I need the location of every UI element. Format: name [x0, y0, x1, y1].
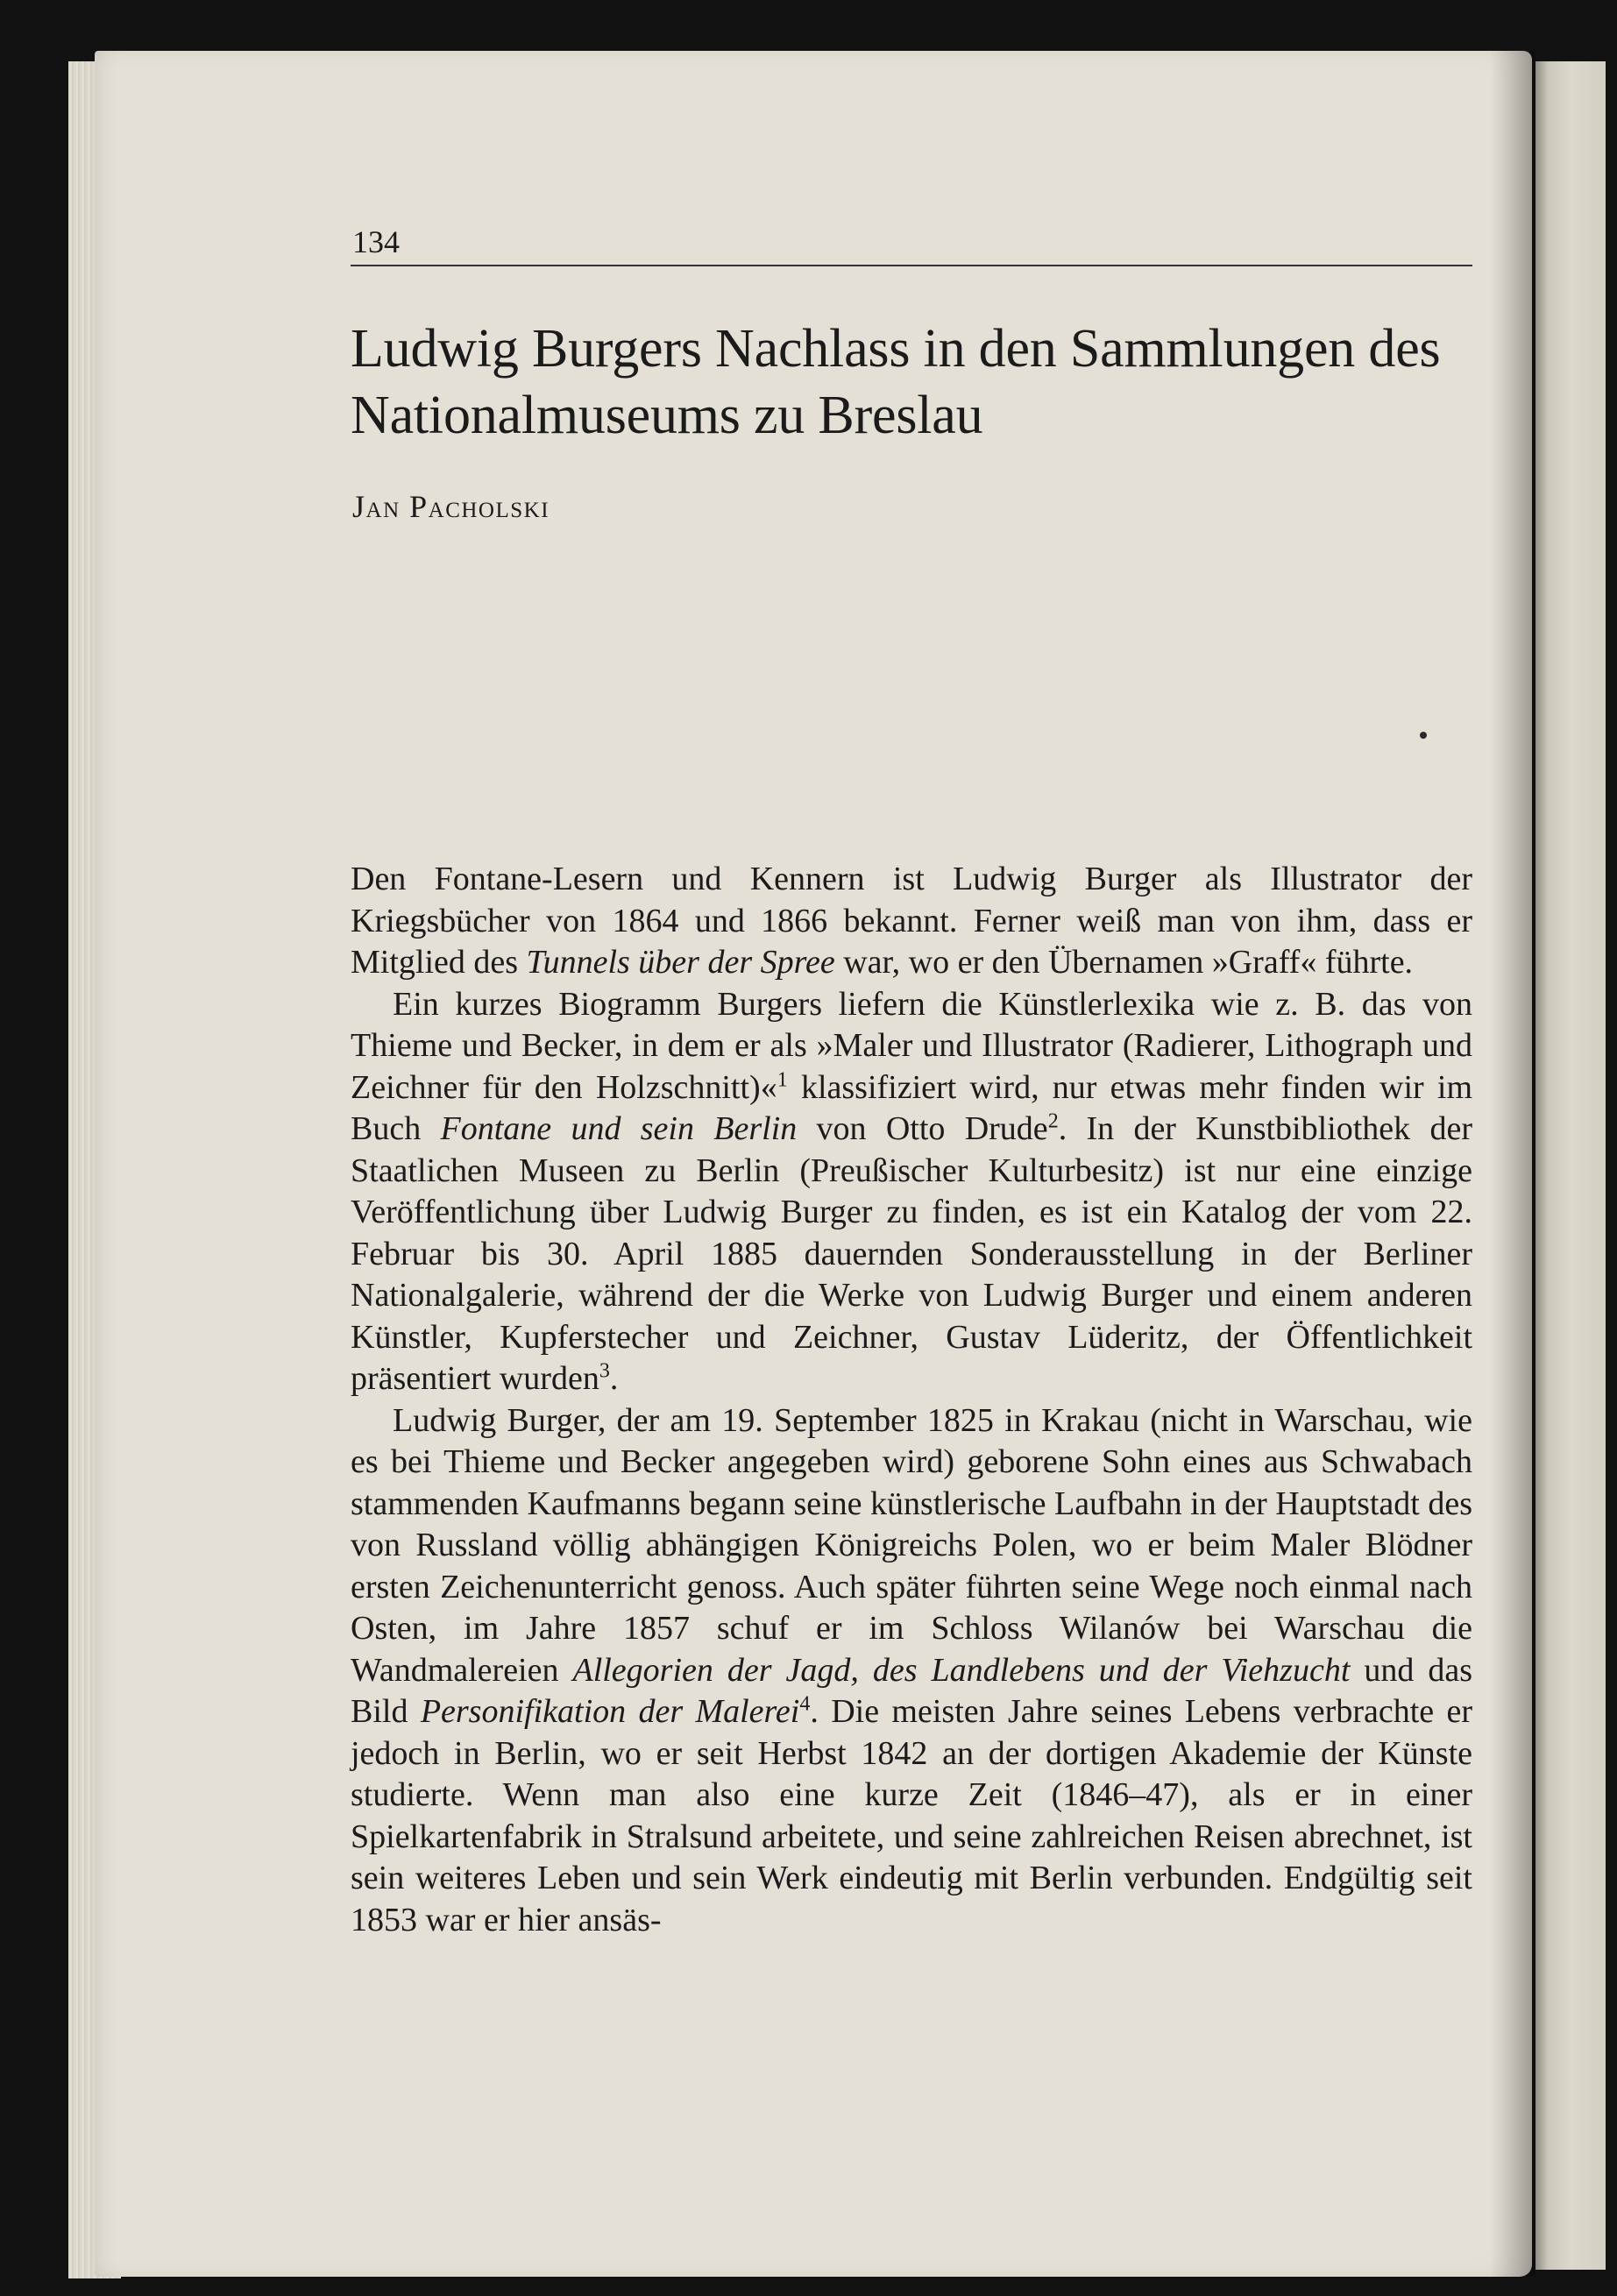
text-run: und das Bild [351, 1651, 1473, 1730]
footnote-ref: 4 [799, 1692, 811, 1716]
spine-shadow [1490, 51, 1535, 2277]
italic-text: Tunnels über der Spree [526, 944, 835, 981]
footnote-ref: 1 [777, 1067, 788, 1091]
italic-text: Fontane und sein Berlin [440, 1110, 798, 1147]
text-run: Ein kurzes Biogramm Burgers liefern die Künstlerlexika wie z. B. das von Thieme und Becker, in dem er als »Maler und Illustrator (Radierer, Lithograph und Zeichner für den Holzschnitt)« [351, 985, 1472, 1106]
text-run: klassifiziert wird, nur etwas mehr finden wir im Buch [351, 1068, 1473, 1147]
text-run: . Die meisten Jahre seines Lebens verbrachte er jedoch in Berlin, wo er seit Herbst 1842 an der dortigen Akademie der Künste studierte. Wenn man also eine kurze Zeit (1846–47), als er in einer Spielkartenfabrik in Stralsund arbeitete, und seine zahlreichen Reisen abrechnet, ist sein weiteres Leben und sein Werk eindeutig mit Berlin verbunden. Endgültig seit 1853 war er hier ansäs- [351, 1693, 1472, 1938]
article-title: Ludwig Burgers Nachlass in den Sammlungen des Nationalmuseums zu Breslau [351, 319, 1441, 445]
running-header [351, 209, 1472, 266]
text-run: war, wo er den Übernamen »Graff« führte. [834, 944, 1414, 981]
adjacent-page [1535, 61, 1606, 2270]
text-run: Ludwig Burger, der am 19. September 1825 in Krakau (nicht in Warschau, wie es bei Thieme und Becker angegeben wird) geborene Sohn eines aus Schwabach stammenden Kaufmanns begann seine künstlerische Laufbahn in der Hauptstadt des von Russland völlig abhängigen Königreichs Polen, wo er beim Maler Blödner ersten Zeichenunterricht genoss. Auch später führten seine Wege noch einmal nach Osten, im Jahre 1857 schuf er im Schloss Wilanów bei Warschau die Wandmalereien [351, 1401, 1473, 1689]
italic-text: Allegorien der Jagd, des Landlebens und der Viehzucht [572, 1651, 1351, 1689]
italic-text: Personifikation der Malerei [420, 1693, 800, 1730]
speck-mark [1420, 732, 1427, 739]
article-author: Jan Pacholski [352, 489, 550, 524]
paragraph-2 [351, 984, 1472, 1400]
text-run: von Otto Drude [797, 1110, 1048, 1147]
page-number: 134 [352, 224, 400, 259]
text-run: . [609, 1360, 619, 1397]
paragraph-3 [351, 1400, 1472, 1942]
paragraph-1 [351, 859, 1472, 984]
text-run: Den Fontane-Lesern und Kennern ist Ludwig Burger als Illustrator der Kriegsbücher von 1864 und 1866 bekannt. Ferner weiß man von ihm, dass er Mitglied des [351, 861, 1472, 981]
page-content [351, 209, 1473, 1938]
footnote-ref: 2 [1047, 1109, 1059, 1133]
footnote-ref: 3 [599, 1359, 610, 1383]
text-run: . In der Kunstbibliothek der Staatlichen Museen zu Berlin (Preußischer Kulturbesitz) ist nur eine einzige Veröffentlichung über Ludwig Burger zu finden, es ist ein Katalog der vom 22. Februar bis 30. April 1885 dauernden Sonderausstellung in der Berliner Nationalgalerie, während der die Werke von Ludwig Burger und einem anderen Künstler, Kupferstecher und Zeichner, Gustav Lüderitz, der Öffentlichkeit präsentiert wurden [351, 1110, 1472, 1397]
body-text [351, 859, 1472, 1941]
